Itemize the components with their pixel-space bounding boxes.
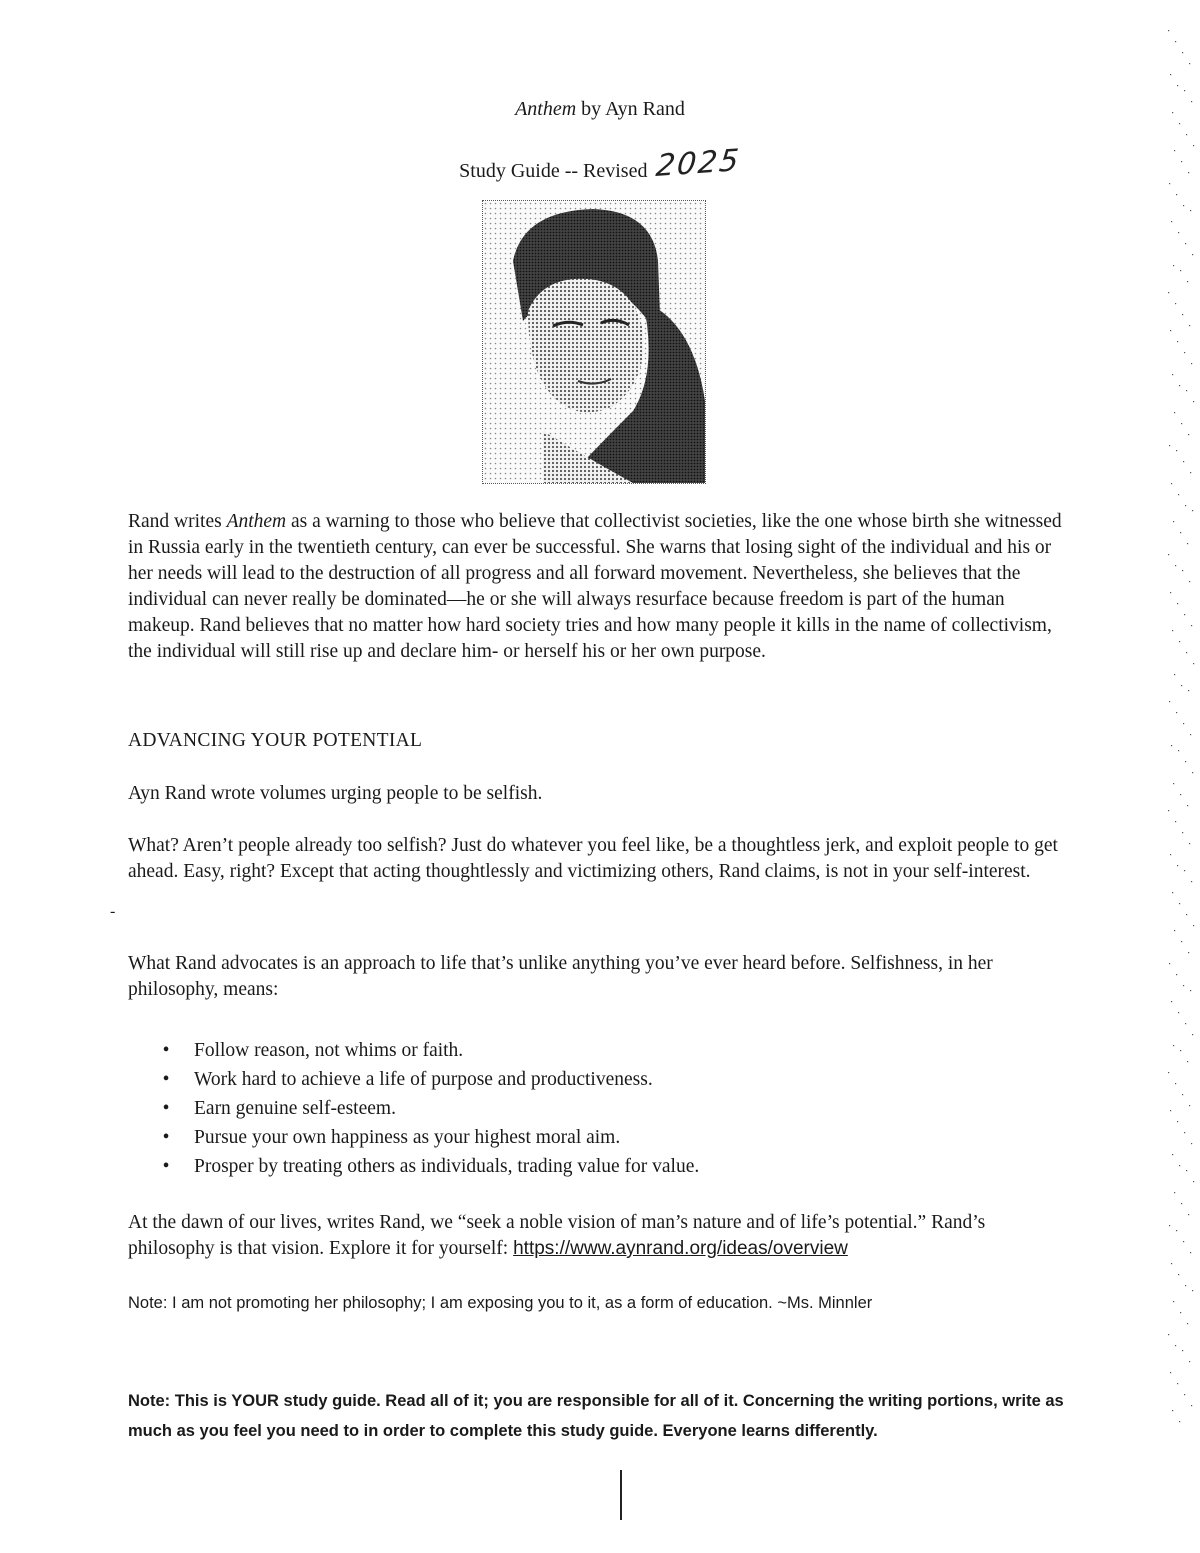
scan-speck [1175, 821, 1176, 822]
list-item [160, 1123, 980, 1152]
list-item [160, 1094, 980, 1123]
scan-speck [1188, 690, 1189, 691]
scan-speck [1170, 592, 1171, 593]
scan-speck [1180, 270, 1181, 271]
scan-speck [1168, 1334, 1169, 1335]
scan-speck [1168, 1072, 1169, 1073]
scan-speck [1190, 990, 1191, 991]
scan-edge-artifacts [1168, 20, 1198, 1440]
scan-speck [1181, 941, 1182, 942]
scan-speck [1173, 265, 1174, 266]
bullet-icon: • [162, 1040, 170, 1061]
scan-speck [1181, 1203, 1182, 1204]
scan-speck [1179, 385, 1180, 386]
bullet-icon: • [162, 1127, 170, 1148]
scan-speck [1177, 603, 1178, 604]
scan-speck [1190, 210, 1191, 211]
scan-speck [1171, 483, 1172, 484]
scan-speck [1168, 554, 1169, 555]
scan-speck [1192, 772, 1193, 773]
scan-speck [1188, 952, 1189, 953]
scan-speck [1191, 1405, 1192, 1406]
scan-speck [1187, 281, 1188, 282]
scan-speck [1186, 134, 1187, 135]
scan-speck [1174, 930, 1175, 931]
scan-speck [1189, 1361, 1190, 1362]
bullet-text: Pursue your own happiness as your highest moral aim. [194, 1127, 621, 1148]
intro-text-body: as a warning to those who believe that collectivist societies, like the one whose birth she witnessed in Russia early in the twentieth century, can ever be successful. She warns that losing sight of the individual and his or her needs will lead to the destruction of all progress and all forward movement. Nevertheless, she believes that the individual can never really be dominated—he or she will always resurface because freedom is part of the human makeup. Rand believes that no matter how hard society tries and how many people it kills in the name of collectivism, the individual will still rise up and declare him- or herself his or her own purpose. [128, 511, 1062, 662]
intro-text-start: Rand writes [128, 511, 227, 532]
intro-paragraph [128, 509, 1068, 665]
scan-speck [1189, 1105, 1190, 1106]
bullet-icon: • [162, 1156, 170, 1177]
book-title: Anthem [515, 98, 577, 120]
scan-speck [1188, 1214, 1189, 1215]
scan-speck [1173, 1301, 1174, 1302]
scan-speck [1192, 510, 1193, 511]
scan-speck [1179, 1421, 1180, 1422]
scan-speck [1182, 314, 1183, 315]
scan-speck [1170, 1110, 1171, 1111]
document-title [0, 98, 1200, 121]
scan-speck [1183, 461, 1184, 462]
scan-speck [1191, 881, 1192, 882]
scan-speck [1170, 330, 1171, 331]
scan-speck [1175, 1345, 1176, 1346]
promoting-note: Note: I am not promoting her philosophy; I am exposing you to it, as a form of education. ~Ms. Minnler [128, 1294, 873, 1312]
scan-speck [1174, 412, 1175, 413]
author-portrait [482, 200, 706, 484]
scan-speck [1178, 494, 1179, 495]
scan-speck [1170, 74, 1171, 75]
scan-speck [1185, 243, 1186, 244]
scan-speck [1172, 374, 1173, 375]
aynrand-overview-link[interactable]: https://www.aynrand.org/ideas/overview [513, 1238, 848, 1259]
scan-speck [1168, 810, 1169, 811]
scan-speck [1183, 723, 1184, 724]
bullet-text: Earn genuine self-esteem. [194, 1098, 396, 1119]
scan-speck [1192, 1290, 1193, 1291]
advocates-paragraph: What Rand advocates is an approach to life that’s unlike anything you’ve ever heard before. Selfishness, in her philosophy, means: [128, 953, 993, 1000]
bullet-icon: • [162, 1069, 170, 1090]
scan-speck [1169, 963, 1170, 964]
scan-speck [1175, 303, 1176, 304]
scan-speck [1192, 1034, 1193, 1035]
scan-speck [1176, 194, 1177, 195]
scan-speck [1173, 1045, 1174, 1046]
list-item [160, 1036, 980, 1065]
margin-dash: - [110, 903, 116, 920]
scan-speck [1190, 734, 1191, 735]
bullet-icon: • [162, 1098, 170, 1119]
scan-speck [1172, 630, 1173, 631]
scan-speck [1171, 221, 1172, 222]
scan-speck [1189, 581, 1190, 582]
scan-speck [1169, 701, 1170, 702]
study-guide-note: Note: This is YOUR study guide. Read all of it; you are responsible for all of it. Concerning the writing portions, write as much as you feel you need to in order to complete this study guide. Everyone learns differently. [128, 1392, 1064, 1440]
scan-speck [1184, 1132, 1185, 1133]
scan-speck [1176, 712, 1177, 713]
scan-speck [1179, 1165, 1180, 1166]
scan-speck [1170, 1372, 1171, 1373]
bullet-text: Follow reason, not whims or faith. [194, 1040, 464, 1061]
scan-speck [1191, 625, 1192, 626]
scan-speck [1182, 1094, 1183, 1095]
scan-speck [1186, 914, 1187, 915]
scan-speck [1193, 1181, 1194, 1182]
scan-speck [1178, 232, 1179, 233]
dawn-paragraph [128, 1210, 1068, 1262]
scan-speck [1184, 1394, 1185, 1395]
scan-speck [1190, 1252, 1191, 1253]
scan-speck [1185, 1285, 1186, 1286]
study-guide-subtitle [0, 142, 1200, 185]
scan-speck [1183, 205, 1184, 206]
scan-speck [1176, 1230, 1177, 1231]
scan-speck [1182, 1350, 1183, 1351]
scan-speck [1173, 521, 1174, 522]
scan-speck [1188, 172, 1189, 173]
scan-speck [1169, 1225, 1170, 1226]
scan-speck [1172, 1154, 1173, 1155]
scan-speck [1191, 1143, 1192, 1144]
list-item [160, 1065, 980, 1094]
scan-speck [1191, 363, 1192, 364]
scan-speck [1193, 145, 1194, 146]
scan-speck [1177, 341, 1178, 342]
scan-speck [1186, 1170, 1187, 1171]
scan-speck [1181, 161, 1182, 162]
scan-speck [1180, 532, 1181, 533]
scan-speck [1187, 1323, 1188, 1324]
scan-speck [1192, 254, 1193, 255]
pen-mark [620, 1470, 622, 1520]
scan-speck [1181, 423, 1182, 424]
scan-speck [1184, 614, 1185, 615]
scan-speck [1178, 750, 1179, 751]
scan-speck [1183, 985, 1184, 986]
scan-speck [1177, 865, 1178, 866]
scan-speck [1174, 1192, 1175, 1193]
scan-speck [1168, 30, 1169, 31]
scan-speck [1175, 565, 1176, 566]
scan-speck [1171, 745, 1172, 746]
scan-speck [1181, 685, 1182, 686]
scan-speck [1182, 52, 1183, 53]
scan-speck [1187, 543, 1188, 544]
scan-speck [1177, 1121, 1178, 1122]
handwritten-year: 2025 [654, 142, 743, 185]
intro-book-title: Anthem [226, 511, 287, 532]
scan-speck [1179, 903, 1180, 904]
scan-speck [1174, 674, 1175, 675]
scan-speck [1180, 1050, 1181, 1051]
scan-speck [1177, 85, 1178, 86]
scan-speck [1186, 652, 1187, 653]
scan-speck [1182, 832, 1183, 833]
scan-speck [1193, 401, 1194, 402]
scan-speck [1172, 112, 1173, 113]
study-guide-label: Study Guide -- Revised [459, 160, 648, 182]
scan-speck [1185, 1023, 1186, 1024]
scan-speck [1176, 974, 1177, 975]
scan-speck [1191, 101, 1192, 102]
list-item [160, 1152, 980, 1181]
scan-speck [1184, 90, 1185, 91]
scan-speck [1189, 843, 1190, 844]
scan-speck [1189, 63, 1190, 64]
scan-speck [1183, 1241, 1184, 1242]
scan-speck [1169, 445, 1170, 446]
scan-speck [1188, 434, 1189, 435]
scan-speck [1184, 352, 1185, 353]
scan-speck [1178, 1274, 1179, 1275]
selfishness-bullet-list [160, 1036, 980, 1181]
scan-speck [1180, 1312, 1181, 1313]
scan-speck [1186, 390, 1187, 391]
scan-speck [1187, 805, 1188, 806]
scan-speck [1190, 472, 1191, 473]
scan-speck [1171, 1001, 1172, 1002]
scan-speck [1168, 292, 1169, 293]
scan-speck [1179, 641, 1180, 642]
scan-speck [1176, 450, 1177, 451]
scan-speck [1169, 183, 1170, 184]
scan-speck [1172, 1410, 1173, 1411]
scan-speck [1182, 570, 1183, 571]
bullet-text: Prosper by treating others as individuals, trading value for value. [194, 1156, 700, 1177]
scan-speck [1189, 325, 1190, 326]
bullet-text: Work hard to achieve a life of purpose and productiveness. [194, 1069, 653, 1090]
scan-speck [1180, 794, 1181, 795]
scan-speck [1185, 505, 1186, 506]
section-heading: ADVANCING YOUR POTENTIAL [128, 730, 423, 751]
scan-speck [1193, 925, 1194, 926]
dawn-text: At the dawn of our lives, writes Rand, we “seek a noble vision of man’s nature and of life’s potential.” Rand’s philosophy is that vision. Explore it for yourself: [128, 1212, 986, 1259]
scan-speck [1179, 123, 1180, 124]
scan-speck [1175, 41, 1176, 42]
scan-speck [1178, 1012, 1179, 1013]
scan-speck [1174, 150, 1175, 151]
scan-speck [1193, 663, 1194, 664]
scan-speck [1187, 1061, 1188, 1062]
scan-speck [1185, 761, 1186, 762]
scan-speck [1173, 783, 1174, 784]
scan-speck [1171, 1263, 1172, 1264]
scan-speck [1175, 1083, 1176, 1084]
author-byline: by Ayn Rand [576, 98, 685, 120]
scan-speck [1177, 1383, 1178, 1384]
what-paragraph: What? Aren’t people already too selfish? Just do whatever you feel like, be a thoughtless jerk, and exploit people to get ahead. Easy, right? Except that acting thoughtlessly and victimizing others, Rand claims, is not in your self-interest. [128, 835, 1058, 882]
scan-speck [1170, 854, 1171, 855]
scan-speck [1184, 870, 1185, 871]
scan-speck [1172, 892, 1173, 893]
selfish-paragraph: Ayn Rand wrote volumes urging people to be selfish. [128, 783, 543, 804]
